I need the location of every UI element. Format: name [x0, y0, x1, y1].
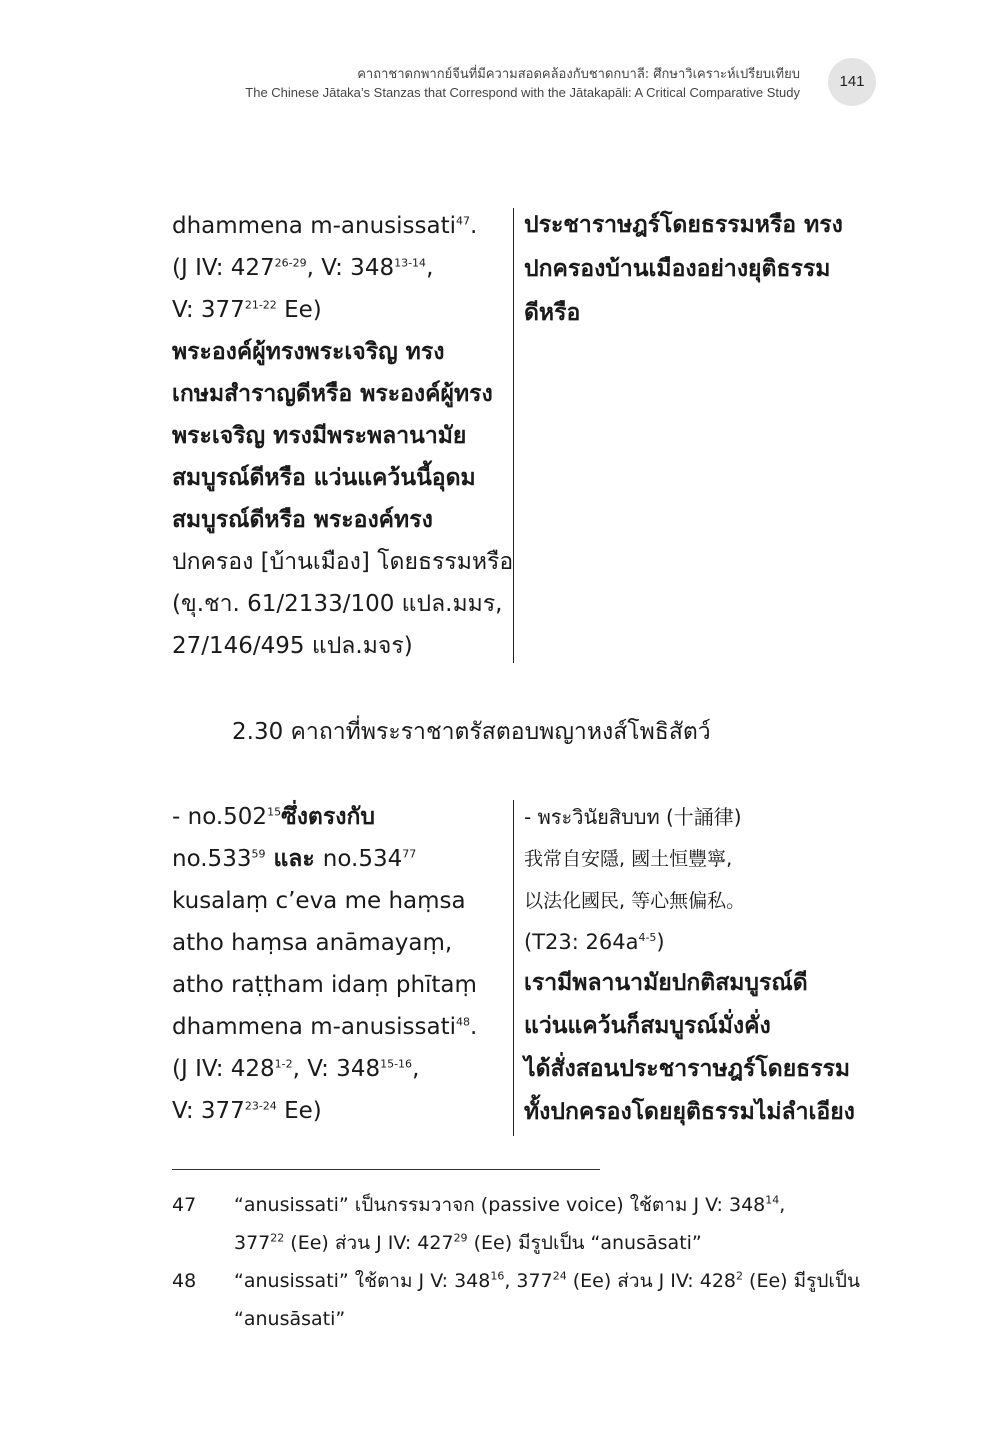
footnote-text: 377 [234, 1232, 271, 1254]
thai-translation-line: ปกครอง [บ้านเมือง] โดยธรรมหรือ [172, 549, 514, 575]
citation-line: (ขุ.ชา. 61/2133/100 แปล.มมร, [172, 591, 503, 617]
superscript: 16 [490, 1269, 505, 1283]
reference-text: (J IV: 427 [172, 255, 275, 281]
thai-translation-line: ทั้งปกครองโดยยุติธรรมไม่ลำเอียง [524, 1099, 855, 1125]
pali-line [172, 1006, 502, 1048]
thai-translation-line: เรามีพลานามัยปกติสมบูรณ์ดี [524, 970, 808, 996]
superscript: 77 [402, 847, 417, 861]
footnote-text: (Ee) มีรูปเป็น “anusāsati” [467, 1232, 702, 1254]
block1-left-column [172, 205, 514, 667]
superscript: 13-14 [394, 256, 427, 270]
superscript: 59 [251, 847, 266, 861]
footnote-text: , 377 [504, 1270, 553, 1292]
superscript: 23-24 [244, 1099, 277, 1113]
pali-line [172, 205, 502, 247]
footnote-line [234, 1262, 860, 1300]
thai-translation-line: สมบูรณ์ดีหรือ แว่นแคว้นนี้อุดม [172, 465, 476, 491]
thai-translation-line: ดีหรือ [524, 300, 581, 326]
pali-text: dhammena m-anusissati [172, 1014, 457, 1040]
thai-translation-line: พระเจริญ ทรงมีพระพลานามัย [172, 423, 467, 449]
reference-text: ) [656, 930, 665, 954]
footnote-ref: 47 [456, 214, 471, 228]
thai-translation-line: เกษมสำราญดีหรือ พระองค์ผู้ทรง [172, 381, 493, 407]
footnote-text: , [779, 1194, 786, 1216]
footnote-line [234, 1186, 785, 1224]
source-text: no.534 [322, 846, 403, 872]
footnote-text: (Ee) ส่วน J IV: 428 [566, 1270, 736, 1292]
column-divider [513, 208, 514, 663]
reference-text: (T23: 264a [524, 930, 639, 954]
thai-translation-line: พระองค์ผู้ทรงพระเจริญ ทรง [172, 339, 445, 365]
source-line [172, 796, 502, 838]
source-text: ซึ่งตรงกับ [281, 804, 375, 830]
reference-text: , [412, 1056, 420, 1082]
block2-left-column [172, 796, 502, 1132]
reference-line [172, 247, 502, 289]
footnote-text: “anusissati” ใช้ตาม J V: 348 [234, 1270, 491, 1292]
column-divider [513, 800, 514, 1136]
page-number: 141 [828, 58, 876, 106]
reference-text: (J IV: 428 [172, 1056, 275, 1082]
citation-line: 27/146/495 แปล.มจร) [172, 633, 413, 659]
superscript: 1-2 [274, 1057, 293, 1071]
chinese-verse-line: 我常自安隱, 國土恒豐寧, [524, 848, 733, 870]
source-text: และ [265, 846, 323, 872]
header-title-english: The Chinese Jātaka’s Stanzas that Correspond with the Jātakapāli: A Critical Comparative Study [245, 85, 800, 100]
superscript: 2 [736, 1269, 743, 1283]
source-line: - พระวินัยสิบบท (十誦律) [524, 805, 742, 829]
pali-line: kusalaṃ c’eva me haṃsa [172, 888, 466, 914]
reference-text: V: 377 [172, 297, 245, 323]
superscript: 26-29 [274, 256, 307, 270]
superscript: 22 [270, 1231, 285, 1245]
superscript: 15 [267, 805, 282, 819]
reference-text: , V: 348 [292, 1056, 381, 1082]
thai-translation-line: ได้สั่งสอนประชาราษฎร์โดยธรรม [524, 1056, 851, 1082]
superscript: 15-16 [380, 1057, 413, 1071]
reference-line [524, 922, 864, 962]
chinese-verse-line: 以法化國民, 等心無偏私。 [524, 890, 746, 912]
block2-right-column [524, 796, 864, 1134]
reference-text: Ee) [276, 297, 322, 323]
thai-translation-line: ปกครองบ้านเมืองอย่างยุติธรรม [524, 256, 831, 282]
thai-translation-line: แว่นแคว้นก็สมบูรณ์มั่งคั่ง [524, 1013, 771, 1039]
superscript: 24 [552, 1269, 567, 1283]
pali-line: atho haṃsa anāmayaṃ, [172, 930, 453, 956]
footnote-ref: 48 [456, 1015, 471, 1029]
header-title-thai: คาถาชาดกพากย์จีนที่มีความสอดคล้องกับชาดกบาลี: ศึกษาวิเคราะห์เปรียบเทียบ [357, 67, 800, 82]
superscript: 21-22 [244, 298, 277, 312]
reference-text: V: 377 [172, 1098, 245, 1124]
reference-text: Ee) [276, 1098, 322, 1124]
running-header [245, 66, 800, 102]
footnote-line [234, 1224, 785, 1262]
source-line [172, 838, 502, 880]
pali-text: dhammena m-anusissati [172, 213, 457, 239]
section-heading: 2.30 คาถาที่พระราชาตรัสตอบพญาหงส์โพธิสัตว์ [232, 719, 711, 745]
footnote-text: “anusissati” เป็นกรรมวาจก (passive voice) ใช้ตาม J V: 348 [234, 1194, 766, 1216]
footnote-number: 48 [172, 1270, 197, 1292]
reference-line [172, 1090, 502, 1132]
footnote-text: (Ee) มีรูปเป็น [743, 1270, 860, 1292]
reference-line [172, 1048, 502, 1090]
pali-text: . [470, 1014, 478, 1040]
pali-text: . [470, 213, 478, 239]
reference-text: , [426, 255, 434, 281]
superscript: 4-5 [638, 931, 657, 944]
footnote-line: “anusāsati” [234, 1308, 346, 1330]
block1-right-column [524, 203, 864, 335]
thai-translation-line: สมบูรณ์ดีหรือ พระองค์ทรง [172, 507, 433, 533]
superscript: 29 [453, 1231, 468, 1245]
footnote-number: 47 [172, 1194, 197, 1216]
footnote-text: (Ee) ส่วน J IV: 427 [284, 1232, 454, 1254]
superscript: 14 [765, 1193, 780, 1207]
reference-text: , V: 348 [306, 255, 395, 281]
pali-line: atho raṭṭham idaṃ phītaṃ [172, 972, 477, 998]
footnote-separator [172, 1169, 600, 1170]
reference-line [172, 289, 502, 331]
thai-translation-line: ประชาราษฎร์โดยธรรมหรือ ทรง [524, 212, 843, 238]
source-text: - no.502 [172, 804, 268, 830]
source-text: no.533 [172, 846, 252, 872]
